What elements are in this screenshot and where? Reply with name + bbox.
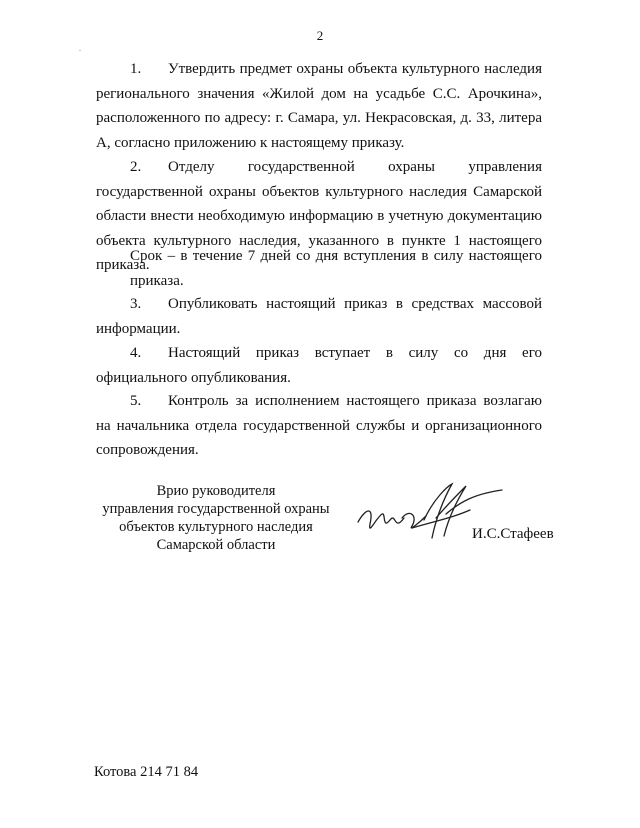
contact-info: Котова 214 71 84 xyxy=(94,764,199,780)
signatory-line-2: управления государственной охраны xyxy=(102,501,330,517)
item-3-first-line: Опубликовать настоящий приказ в средствах массовой xyxy=(168,296,542,312)
item-1-first-line: Утвердить предмет охраны объекта культурного наследия xyxy=(168,61,542,77)
item-3-number: 3. xyxy=(130,296,142,312)
item-3-text: информации. xyxy=(96,320,181,337)
signatory-line-1: Врио руководителя xyxy=(156,483,276,499)
item-1-text: регионального значения «Жилой дом на усадьбе С.С. Арочкина», расположенного по адресу: г. Самара, ул. Некрасовская, д. 33, литера А, согласно приложению к настоящему приказу. xyxy=(96,85,542,151)
item-4 xyxy=(96,341,542,390)
signatory-title xyxy=(96,482,336,554)
item-2-first-line: Отделу государственной охраны управления государственной xyxy=(96,159,542,200)
item-4-text: опубликования. xyxy=(190,369,291,386)
scan-mark: . xyxy=(79,44,81,53)
item-4-first-line: Настоящий приказ вступает в силу со дня его официального xyxy=(96,345,542,386)
signatory-line-4: Самарской области xyxy=(156,537,276,553)
page-number: 2 xyxy=(316,28,324,43)
item-5-first-line: Контроль за исполнением настоящего приказа возлагаю xyxy=(168,393,542,409)
item-5-text: на начальника отдела государственной службы и организационного сопровождения. xyxy=(96,417,542,458)
item-1 xyxy=(96,57,542,155)
deadline-text: Срок – в течение 7 дней со дня вступления в силу настоящего приказа. xyxy=(130,248,542,289)
item-1-number: 1. xyxy=(130,61,142,77)
item-5-number: 5. xyxy=(130,393,142,409)
item-2-number: 2. xyxy=(130,159,142,175)
item-5 xyxy=(96,389,542,463)
item-3 xyxy=(96,292,542,341)
signatory-line-3: объектов культурного наследия xyxy=(119,519,313,535)
item-4-number: 4. xyxy=(130,345,142,361)
signatory-name: И.С.Стафеев xyxy=(472,526,554,542)
item-2-text: охраны объектов культурного наследия Самарской области внести необходимую информацию в учетную документацию объекта культурного наследия, указанного в пункте 1 настоящего приказа. xyxy=(96,183,542,273)
